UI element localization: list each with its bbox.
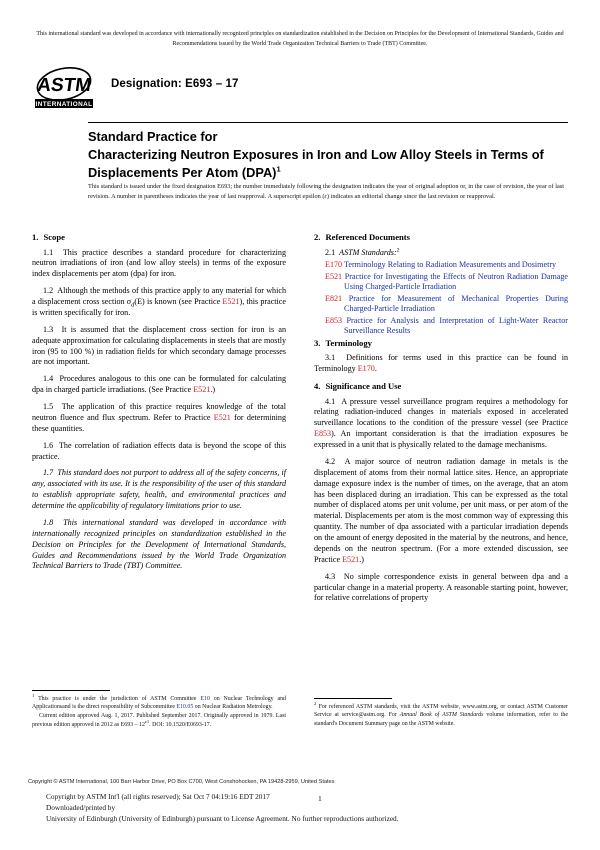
- section-title: Significance and Use: [325, 380, 402, 391]
- para-text-a: A major source of neutron radiation damage in metals is the displacement of atoms from their normal lattice sites. Hence, an appropriate damage exposure index is the number of times, on the average, that an atom has been displaced during an irradiation. This can be expressed as the total number of displaced atoms per unit volume, per unit mass, or per atom of the material. Displacements per atom is the most common way of expressing this quantity. The number of dpa associated with a particular irradiation depends on the amount of energy deposited in the material by the neutrons, and hence, depends on the neutron spectrum. (For a more extended discussion, see Practice: [314, 456, 568, 564]
- issued-note-part1: This standard is issued under the fixed designation E693; the number immediately following the designation indicates the year of original adoption or, in the case of revision, the year of last revision. A number in parentheses indicates the year of last reapproval. A superscript epsilon (: [88, 183, 564, 201]
- para-number: 1.2: [43, 286, 54, 296]
- paragraph-1-5: [32, 402, 286, 435]
- subsection-astm-standards: [314, 248, 568, 259]
- footnote-right: [314, 698, 568, 729]
- para-text: This international standard was developed in accordance with internationally recognized principles on standardization established in the Decision on Principles for the Development of International Standards, Guides and Recommendations issued by the World Trade Organization Technical Barriers to Trade (TBT) Committee.: [32, 517, 287, 571]
- paragraph-4-2: [314, 457, 568, 566]
- annual-book-title: Annual Book of ASTM Standards: [399, 712, 484, 719]
- paragraph-1-2: [32, 286, 286, 319]
- footnote-text-c: on Nuclear Radiation Metrology.: [193, 704, 273, 711]
- para-text-b: ). An important consideration is that the irradiation exposures be expressed in a unit that is physically related to the damage mechanisms.: [314, 429, 568, 450]
- para-number: 1.6: [43, 440, 54, 450]
- footnote-text-a: For referenced ASTM standards, visit the ASTM website, www.astm.org, or contact ASTM Customer Service at service@astm.org. For: [314, 703, 568, 719]
- para-text-b: (E) is known (see Practice: [134, 297, 223, 307]
- astm-logo-icon: [33, 66, 95, 114]
- link-e521[interactable]: E521: [222, 297, 240, 307]
- link-e521[interactable]: E521: [193, 385, 211, 395]
- title-line-2: [88, 146, 568, 182]
- link-e10-05[interactable]: E10.05: [176, 704, 194, 711]
- reference-title: Practice for Analysis and Interpretation of Light-Water Reactor Surveillance Results: [344, 315, 568, 336]
- logo-row: [33, 66, 533, 116]
- para-text: This standard does not purport to address all of the safety concerns, if any, associated with its use. It is the responsibility of the user of this standard to establish appropriate safety, health, and environmental practices and determine the applicability of regulatory limitations prior to use.: [32, 468, 287, 511]
- header-divider: [88, 122, 568, 123]
- para-text-b: .: [374, 364, 377, 374]
- edition-text-a: Current edition approved Aug. 1, 2017. Published September 2017. Originally approved in 1979. Last previous edition approved in 2012 as E693 – 12: [32, 713, 286, 729]
- para-text-a: A pressure vessel surveillance program requires a methodology for relating radiation-induced changes in materials exposed in accelerated surveillance locations to the condition of the pressure vessel (see Practice: [314, 396, 568, 428]
- para-number: 1.1: [43, 247, 54, 257]
- para-text: This practice describes a standard procedure for characterizing neutron irradiations of iron (and low alloy steels) in terms of the exposure index displacements per atom (dpa) for iron.: [32, 247, 286, 279]
- link-e170[interactable]: E170: [325, 260, 343, 270]
- paragraph-1-8: [32, 518, 286, 572]
- license-line-1: Copyright by ASTM Int'l (all rights reserved); Sat Oct 7 04:19:16 EDT 2017: [46, 792, 270, 801]
- paragraph-4-3: [314, 572, 568, 605]
- para-text-b: .): [210, 385, 216, 395]
- referenced-standards-list: [314, 260, 568, 337]
- left-column: [32, 232, 286, 572]
- license-line-2: Downloaded/printed by: [46, 802, 116, 812]
- paragraph-4-1: [314, 397, 568, 451]
- section-number: 1.: [32, 232, 39, 242]
- list-item[interactable]: [325, 272, 568, 294]
- footnote-2: [314, 700, 568, 730]
- para-text-a: Definitions for terms used in this practice can be found in Terminology: [314, 353, 568, 374]
- sigma-subscript: d: [131, 301, 135, 309]
- paragraph-1-6: [32, 441, 286, 463]
- footnote-marker: 1: [32, 692, 35, 698]
- para-number: 1.4: [43, 374, 54, 384]
- section-title: Terminology: [325, 337, 372, 348]
- link-e853[interactable]: E853: [325, 315, 343, 325]
- subsection-number: 2.1: [325, 247, 336, 257]
- section-title: Scope: [43, 232, 65, 242]
- list-item[interactable]: [325, 316, 568, 338]
- footnote-marker: 2: [314, 700, 317, 706]
- link-e170[interactable]: E170: [357, 364, 375, 374]
- footnote-left: [32, 690, 286, 730]
- tbt-header-note: This international standard was developed in accordance with internationally recognized principles on standardization established in the Decision on Principles for the Development of International Standards, Guides and Recommendations issued by the World Trade Organization Technical Barriers to Trade (TBT) Committee.: [36, 31, 564, 47]
- paragraph-1-7: [32, 468, 286, 512]
- footnote-divider: [32, 690, 110, 691]
- subsection-title: ASTM Standards:: [339, 247, 397, 257]
- page-footer: [28, 779, 572, 825]
- epsilon-symbol: ε: [324, 193, 327, 201]
- reference-title: Practice for Investigating the Effects of Neutron Radiation Damage Using Charged-Particle Irradiation: [344, 271, 569, 292]
- page-number: 1: [318, 794, 322, 803]
- issued-note-part2: ) indicates an editorial change since the last revision or reapproval.: [326, 193, 496, 201]
- section-number: 3.: [314, 337, 321, 348]
- section-heading-scope: [32, 232, 286, 244]
- footnote-text-b: on Nuclear Technology and Applicationsand is the direct responsibility of Subcommittee: [32, 695, 286, 711]
- license-block: [46, 792, 572, 825]
- page-title: [88, 128, 568, 182]
- paragraph-3-1: [314, 353, 568, 375]
- designation-label: Designation: E693 – 17: [111, 78, 239, 90]
- paragraph-1-1: [32, 248, 286, 281]
- title-main-text: Characterizing Neutron Exposures in Iron and Low Alloy Steels in Terms of Displacements Per Atom (DPA): [88, 147, 544, 181]
- section-heading-significance-and-use: [314, 381, 568, 393]
- license-line-3: University of Edinburgh (University of Edinburgh) pursuant to License Agreement. No further reproductions authorized.: [46, 813, 399, 823]
- para-number: 1.5: [43, 402, 54, 412]
- link-e521[interactable]: E521: [325, 271, 343, 281]
- para-text: It is assumed that the displacement cross section for iron is an adequate approximation for calculating displacements in steels that are mostly iron (95 to 100 %) in radiation fields for which secondary damage processes are not important.: [32, 324, 287, 367]
- para-number: 1.8: [43, 517, 54, 527]
- link-e521[interactable]: E521: [342, 554, 360, 564]
- footnote-edition-info: [32, 712, 286, 730]
- svg-text:INTERNATIONAL: INTERNATIONAL: [35, 101, 93, 108]
- section-heading-referenced-documents: [314, 232, 568, 244]
- link-e521[interactable]: E521: [213, 412, 231, 422]
- paragraph-1-3: [32, 325, 286, 369]
- footnote-1: [32, 692, 286, 713]
- footnote-divider: [314, 698, 392, 699]
- para-number: 1.7: [43, 468, 54, 478]
- para-text-c: ), this practice is written specifically for iron.: [32, 297, 286, 317]
- title-footnote-marker: 1: [276, 165, 281, 175]
- title-line-1: Standard Practice for: [88, 129, 218, 144]
- subsection-footnote-marker: 2: [396, 246, 400, 253]
- para-text: The correlation of radiation effects data is beyond the scope of this practice.: [32, 440, 286, 461]
- right-column: [314, 232, 568, 604]
- list-item[interactable]: [325, 294, 568, 316]
- link-e853[interactable]: E853: [314, 429, 332, 439]
- para-text-a: Procedures analogous to this one can be formulated for calculating dpa in charged particle irradiations. (See Practice: [32, 374, 286, 395]
- edition-epsilon-superscript: ε1: [144, 719, 150, 725]
- para-number: 3.1: [325, 353, 336, 363]
- section-number: 2.: [314, 232, 321, 242]
- para-number: 4.3: [325, 571, 336, 581]
- link-e821[interactable]: E821: [325, 293, 343, 303]
- list-item[interactable]: [325, 260, 568, 271]
- section-title: Referenced Documents: [325, 232, 411, 242]
- para-number: 4.2: [325, 456, 336, 466]
- para-text: No simple correspondence exists in general between dpa and a particular change in a material property. A reasonable starting point, however, for relative correlations of property: [314, 571, 569, 603]
- para-text-a: The application of this practice requires knowledge of the total neutron fluence and flux spectrum. Refer to Practice: [32, 402, 286, 422]
- link-e10[interactable]: E10: [200, 695, 210, 702]
- footnote-text-b: volume information, refer to the standard's Document Summary page on the ASTM website.: [314, 712, 568, 728]
- para-text-b: .): [359, 554, 364, 564]
- para-number: 1.3: [43, 324, 54, 334]
- para-text-a: Although the methods of this practice apply to any material for which a displacement cross section: [32, 286, 286, 307]
- section-heading-terminology: [314, 338, 568, 350]
- reference-title: Practice for Measurement of Mechanical Properties During Charged-Particle Irradiation: [344, 293, 568, 314]
- para-number: 4.1: [325, 396, 336, 406]
- section-number: 4.: [314, 380, 321, 391]
- edition-text-b: . DOI: 10.1520/E0693-17.: [149, 722, 212, 729]
- footnote-text-a: This practice is under the jurisdiction of ASTM Committee: [38, 695, 201, 702]
- paragraph-1-4: [32, 374, 286, 396]
- copyright-line: Copyright © ASTM International, 100 Barr Harbor Drive, PO Box C700, West Conshohocken, PA 19428-2959, United States: [28, 779, 335, 785]
- issued-under-note: [88, 182, 564, 202]
- reference-title: Terminology Relating to Radiation Measurements and Dosimetry: [343, 260, 557, 270]
- sigma-glyph: σ: [126, 297, 132, 307]
- svg-text:ASTM: ASTM: [35, 75, 93, 96]
- para-text-b: for determining these quantities.: [32, 412, 287, 433]
